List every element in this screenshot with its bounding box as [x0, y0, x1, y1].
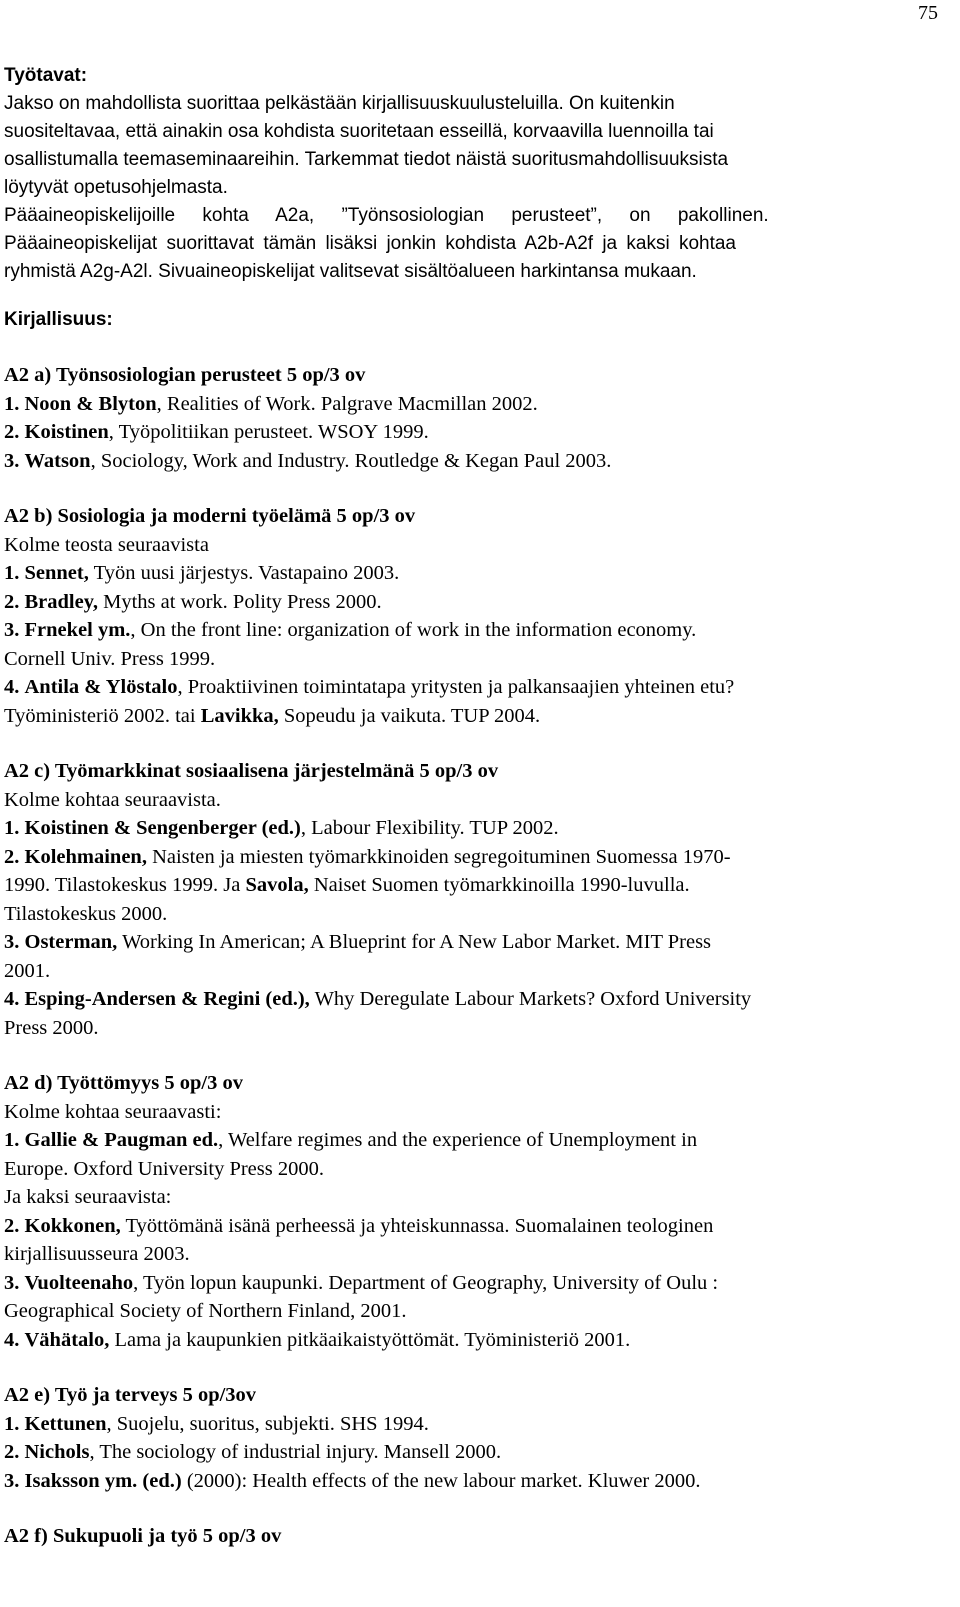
section-a2f-title: A2 f) Sukupuoli ja työ 5 op/3 ov	[4, 1525, 282, 1547]
tyotavat-line: Pääaineopiskelijoille kohta A2a, ”Työnsosiologian perusteet”, on pakollinen.	[4, 205, 769, 226]
reference-item-continuation: Cornell Univ. Press 1999.	[4, 647, 216, 670]
reference-item: 2. Nichols, The sociology of industrial injury. Mansell 2000.	[4, 1441, 502, 1463]
section-a2b-title: A2 b) Sosiologia ja moderni työelämä 5 op/3 ov	[4, 505, 416, 527]
section-intro: Kolme kohtaa seuraavasti:	[4, 1100, 222, 1123]
reference-item: 4. Vähätalo, Lama ja kaupunkien pitkäaikaistyöttömät. Työministeriö 2001.	[4, 1328, 631, 1351]
reference-item: 3. Watson, Sociology, Work and Industry. Routledge & Kegan Paul 2003.	[4, 449, 612, 472]
section-a2e-title: A2 e) Työ ja terveys 5 op/3ov	[4, 1384, 257, 1406]
tyotavat-line: suositeltavaa, että ainakin osa kohdista suoritetaan esseillä, korvaavilla luennoilla tai	[4, 121, 714, 142]
reference-item-continuation: Työministeriö 2002. tai Lavikka, Sopeudu ja vaikuta. TUP 2004.	[4, 704, 541, 727]
section-a2d-title: A2 d) Työttömyys 5 op/3 ov	[4, 1072, 243, 1094]
tyotavat-line: Jakso on mahdollista suorittaa pelkästään kirjallisuuskuulusteluilla. On kuitenkin	[4, 93, 675, 114]
tyotavat-line: ryhmistä A2g-A2l. Sivuaineopiskelijat valitsevat sisältöalueen harkintansa mukaan.	[4, 261, 697, 282]
reference-item-continuation: Europe. Oxford University Press 2000.	[4, 1157, 324, 1180]
reference-item-continuation: Tilastokeskus 2000.	[4, 902, 168, 925]
section-intro: Kolme kohtaa seuraavista.	[4, 788, 221, 811]
reference-item-continuation: Press 2000.	[4, 1016, 99, 1039]
reference-item: 2. Kokkonen, Työttömänä isänä perheessä ja yhteiskunnassa. Suomalainen teologinen	[4, 1214, 714, 1237]
reference-item: 1. Sennet, Työn uusi järjestys. Vastapaino 2003.	[4, 562, 400, 584]
reference-item: 4. Antila & Ylöstalo, Proaktiivinen toimintatapa yritysten ja palkansaajien yhteinen etu?	[4, 676, 735, 698]
reference-item: 3. Osterman, Working In American; A Blueprint for A New Labor Market. MIT Press	[4, 931, 712, 953]
section-a2c-title: A2 c) Työmarkkinat sosiaalisena järjestelmänä 5 op/3 ov	[4, 760, 499, 782]
reference-item-continuation: 2001.	[4, 959, 51, 982]
reference-item: 2. Bradley, Myths at work. Polity Press 2000.	[4, 590, 382, 613]
reference-item: 1. Kettunen, Suojelu, suoritus, subjekti. SHS 1994.	[4, 1412, 429, 1435]
tyotavat-heading: Työtavat:	[4, 65, 88, 86]
document-body	[4, 62, 934, 1551]
tyotavat-line: löytyvät opetusohjelmasta.	[4, 177, 228, 198]
tyotavat-line: osallistumalla teemaseminaareihin. Tarkemmat tiedot näistä suoritusmahdollisuuksista	[4, 149, 729, 170]
reference-item: 3. Isaksson ym. (ed.) (2000): Health effects of the new labour market. Kluwer 2000.	[4, 1469, 701, 1492]
reference-item: 1. Gallie & Paugman ed., Welfare regimes and the experience of Unemployment in	[4, 1129, 698, 1151]
reference-item-continuation: Geographical Society of Northern Finland, 2001.	[4, 1300, 407, 1322]
page-number: 75	[918, 2, 938, 24]
reference-item: 1. Noon & Blyton, Realities of Work. Palgrave Macmillan 2002.	[4, 392, 538, 415]
reference-item: 2. Koistinen, Työpolitiikan perusteet. WSOY 1999.	[4, 421, 429, 443]
section-intro: Kolme teosta seuraavista	[4, 533, 209, 556]
reference-item: 3. Vuolteenaho, Työn lopun kaupunki. Department of Geography, University of Oulu :	[4, 1271, 719, 1294]
reference-item-continuation: 1990. Tilastokeskus 1999. Ja Savola, Naiset Suomen työmarkkinoilla 1990-luvulla.	[4, 874, 690, 896]
reference-item: 1. Koistinen & Sengenberger (ed.), Labour Flexibility. TUP 2002.	[4, 817, 559, 839]
reference-item: 2. Kolehmainen, Naisten ja miesten työmarkkinoiden segregoituminen Suomessa 1970-	[4, 845, 731, 868]
kirjallisuus-heading: Kirjallisuus:	[4, 309, 113, 330]
reference-item-continuation: kirjallisuusseura 2003.	[4, 1243, 190, 1265]
section-intro: Ja kaksi seuraavista:	[4, 1186, 172, 1208]
section-a2a-title: A2 a) Työnsosiologian perusteet 5 op/3 ov	[4, 364, 366, 386]
tyotavat-line: Pääaineopiskelijat suorittavat tämän lisäksi jonkin kohdista A2b-A2f ja kaksi kohtaa	[4, 233, 736, 254]
reference-item: 4. Esping-Andersen & Regini (ed.), Why Deregulate Labour Markets? Oxford University	[4, 988, 752, 1010]
reference-item: 3. Frnekel ym., On the front line: organization of work in the information economy.	[4, 619, 697, 641]
